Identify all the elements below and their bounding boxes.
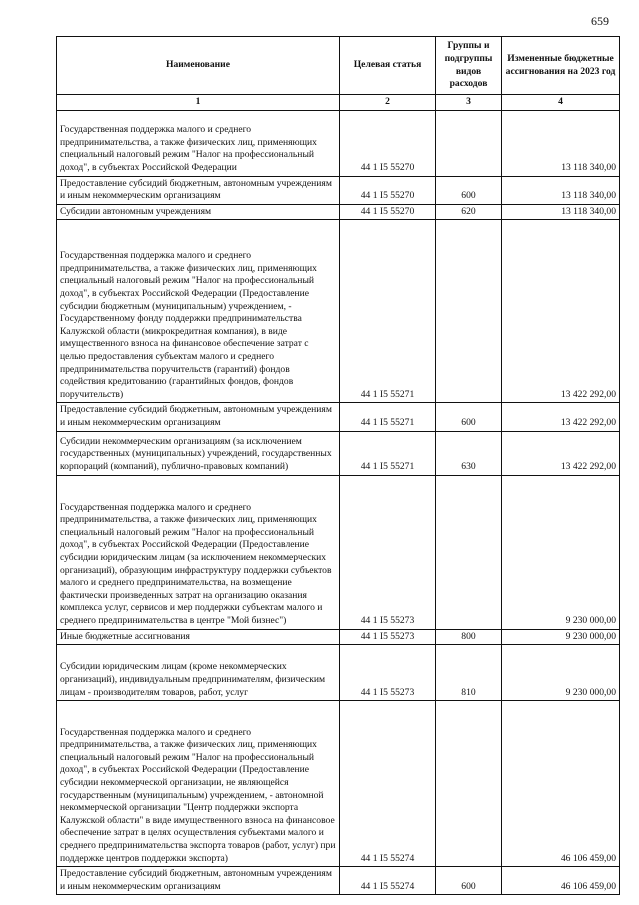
row-name: Субсидии юридическим лицам (кроме некоммерческих организаций), индивидуальным предпринимателям, физическим лицам - производителям товаров, работ, услуг xyxy=(57,645,340,701)
row-group: 800 xyxy=(436,629,502,645)
row-name: Иные бюджетные ассигнования xyxy=(57,629,340,645)
row-amount: 13 422 292,00 xyxy=(502,431,620,475)
page-number: 659 xyxy=(591,14,609,28)
row-name: Государственная поддержка малого и среднего предпринимательства, а также физических лиц, применяющих специальный налоговый режим "Налог на профессиональный доход", в субъектах Российской Федерации xyxy=(57,110,340,176)
row-group: 600 xyxy=(436,176,502,204)
row-name: Государственная поддержка малого и среднего предпринимательства, а также физических лиц, применяющих специальный налоговый режим "Налог на профессиональный доход", в субъектах Российской Федерации (Предоставление субсидии бюджетным (муниципальным) учреждением, - Государственному фонду поддержки предпринимательства Калужской области (микрокредитная компания), в виде имущественного взноса на финансовое обеспечение затрат с целью предоставления субъектам малого и среднего предпринимательства поручительств (гарантий) фондов содействия кредитованию (гарантийных фондов, фондов поручительств) xyxy=(57,220,340,403)
row-code: 44 1 I5 55273 xyxy=(340,475,436,629)
row-code: 44 1 I5 55270 xyxy=(340,176,436,204)
row-amount: 46 106 459,00 xyxy=(502,867,620,895)
table-row xyxy=(57,403,620,431)
row-amount: 13 118 340,00 xyxy=(502,110,620,176)
row-group xyxy=(436,220,502,403)
header-expense-groups: Группы и подгруппы видов расходов xyxy=(436,37,502,95)
row-code: 44 1 I5 55270 xyxy=(340,204,436,220)
row-group xyxy=(436,701,502,867)
row-name: Предоставление субсидий бюджетным, автономным учреждениям и иным некоммерческим организациям xyxy=(57,176,340,204)
row-code: 44 1 I5 55273 xyxy=(340,645,436,701)
header-target-article: Целевая статья xyxy=(340,37,436,95)
row-code: 44 1 I5 55271 xyxy=(340,403,436,431)
column-number: 1 xyxy=(57,95,340,111)
row-name: Субсидии автономным учреждениям xyxy=(57,204,340,220)
table-row xyxy=(57,867,620,895)
row-group: 600 xyxy=(436,867,502,895)
row-code: 44 1 I5 55273 xyxy=(340,629,436,645)
row-name: Предоставление субсидий бюджетным, автономным учреждениям и иным некоммерческим организациям xyxy=(57,403,340,431)
row-amount: 46 106 459,00 xyxy=(502,701,620,867)
table-row xyxy=(57,204,620,220)
row-amount: 9 230 000,00 xyxy=(502,475,620,629)
column-number-row xyxy=(57,95,620,111)
row-name: Субсидии некоммерческим организациям (за исключением государственных (муниципальных) учреждений, государственных корпораций (компаний), публично-правовых компаний) xyxy=(57,431,340,475)
table-row xyxy=(57,629,620,645)
row-group: 810 xyxy=(436,645,502,701)
table-row xyxy=(57,475,620,629)
row-group: 600 xyxy=(436,403,502,431)
row-amount: 13 118 340,00 xyxy=(502,204,620,220)
row-code: 44 1 I5 55271 xyxy=(340,220,436,403)
column-number: 2 xyxy=(340,95,436,111)
row-name: Предоставление субсидий бюджетным, автономным учреждениям и иным некоммерческим организациям xyxy=(57,867,340,895)
row-amount: 13 422 292,00 xyxy=(502,220,620,403)
table-row xyxy=(57,176,620,204)
row-code: 44 1 I5 55271 xyxy=(340,431,436,475)
table-row xyxy=(57,110,620,176)
row-group: 620 xyxy=(436,204,502,220)
row-code: 44 1 I5 55274 xyxy=(340,867,436,895)
row-amount: 13 118 340,00 xyxy=(502,176,620,204)
header-name: Наименование xyxy=(57,37,340,95)
row-code: 44 1 I5 55274 xyxy=(340,701,436,867)
table-row xyxy=(57,220,620,403)
row-amount: 9 230 000,00 xyxy=(502,629,620,645)
table-header-row xyxy=(57,37,620,95)
row-amount: 9 230 000,00 xyxy=(502,645,620,701)
row-group: 630 xyxy=(436,431,502,475)
budget-table xyxy=(56,36,620,895)
row-name: Государственная поддержка малого и среднего предпринимательства, а также физических лиц, применяющих специальный налоговый режим "Налог на профессиональный доход", в субъектах Российской Федерации (Предоставление субсидии юридическим лицам (за исключением некоммерческих организаций), образующим инфраструктуру поддержки субъектов малого и среднего предпринимательства, на возмещение фактически произведенных затрат на организацию оказания комплекса услуг, сервисов и мер поддержки субъектам малого и среднего предпринимательства в центре "Мой бизнес") xyxy=(57,475,340,629)
row-group xyxy=(436,110,502,176)
column-number: 3 xyxy=(436,95,502,111)
header-allocations: Измененные бюджетные ассигнования на 2023 год xyxy=(502,37,620,95)
row-name: Государственная поддержка малого и среднего предпринимательства, а также физических лиц, применяющих специальный налоговый режим "Налог на профессиональный доход", в субъектах Российской Федерации (Предоставление субсидии некоммерческой организации, не являющейся государственным (муниципальным) учреждением, - автономной некоммерческой организации "Центр поддержки экспорта Калужской области" в виде имущественного взноса на финансовое обеспечение затрат в целях осуществления субъектами малого и среднего предпринимательства экспорта товаров (работ, услуг) при поддержке центров поддержки экспорта) xyxy=(57,701,340,867)
column-number: 4 xyxy=(502,95,620,111)
row-amount: 13 422 292,00 xyxy=(502,403,620,431)
table-row xyxy=(57,701,620,867)
table-row xyxy=(57,645,620,701)
row-group xyxy=(436,475,502,629)
table-row xyxy=(57,431,620,475)
row-code: 44 1 I5 55270 xyxy=(340,110,436,176)
